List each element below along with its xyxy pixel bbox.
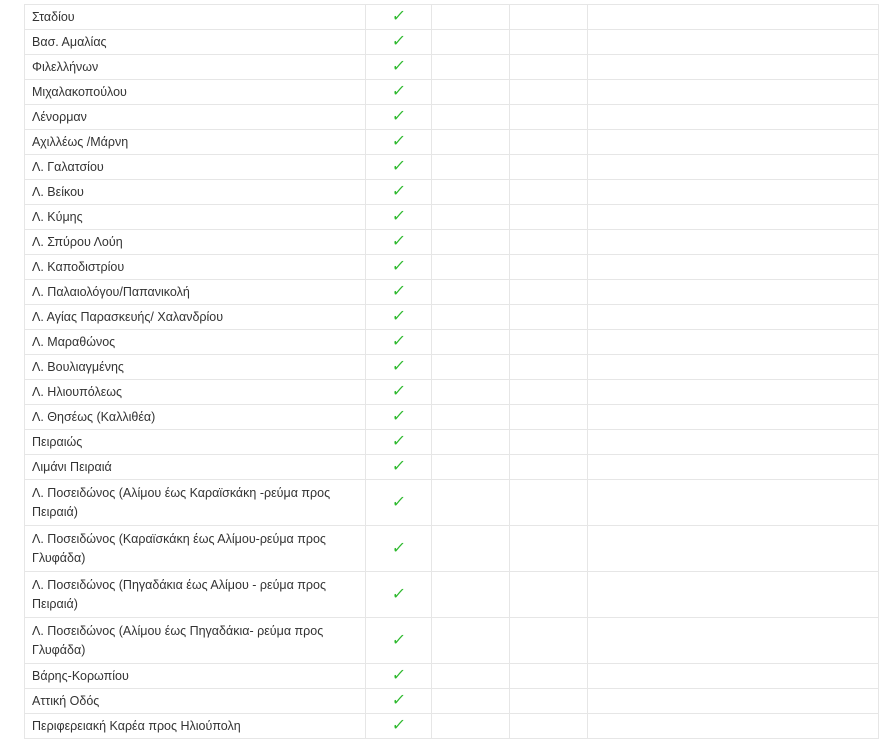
empty-cell [588,55,879,80]
empty-cell [432,689,510,714]
empty-cell [588,130,879,155]
empty-cell [432,5,510,30]
empty-cell [588,80,879,105]
status-cell [366,572,432,618]
road-name-cell: Λ. Ποσειδώνος (Πηγαδάκια έως Αλίμου - ρεύμα προς Πειραιά) [25,572,366,618]
empty-cell [432,80,510,105]
empty-cell [588,180,879,205]
table-row [25,30,879,55]
empty-cell [432,664,510,689]
check-icon: ✓ [390,458,407,475]
empty-cell [432,480,510,526]
check-icon: ✓ [390,258,407,275]
check-icon: ✓ [390,233,407,250]
table-row [25,255,879,280]
empty-cell [432,305,510,330]
table-row [25,455,879,480]
status-cell [366,455,432,480]
table-row [25,572,879,618]
table-row [25,55,879,80]
status-cell [366,105,432,130]
empty-cell [510,430,588,455]
table-row [25,130,879,155]
empty-cell [510,105,588,130]
empty-cell [510,618,588,664]
table-row [25,155,879,180]
empty-cell [432,714,510,739]
check-icon: ✓ [390,208,407,225]
empty-cell [510,255,588,280]
empty-cell [432,618,510,664]
empty-cell [432,155,510,180]
status-cell [366,618,432,664]
check-icon: ✓ [390,33,407,50]
check-icon: ✓ [390,433,407,450]
road-name-cell: Λ. Ποσειδώνος (Καραϊσκάκη έως Αλίμου-ρεύμα προς Γλυφάδα) [25,526,366,572]
status-cell [366,130,432,155]
status-cell [366,180,432,205]
table-row [25,714,879,739]
check-icon: ✓ [390,83,407,100]
empty-cell [510,5,588,30]
empty-cell [588,455,879,480]
empty-cell [432,526,510,572]
empty-cell [432,572,510,618]
check-icon: ✓ [390,717,407,734]
empty-cell [510,230,588,255]
road-name-cell: Λ. Βείκου [25,180,366,205]
table-row [25,380,879,405]
empty-cell [588,105,879,130]
empty-cell [510,30,588,55]
empty-cell [510,155,588,180]
empty-cell [588,526,879,572]
empty-cell [510,480,588,526]
status-cell [366,80,432,105]
check-icon: ✓ [390,183,407,200]
table-row [25,305,879,330]
road-name-cell: Πειραιώς [25,430,366,455]
road-name-cell: Περιφερειακή Καρέα προς Ηλιούπολη [25,714,366,739]
empty-cell [432,30,510,55]
status-cell [366,405,432,430]
check-icon: ✓ [390,692,407,709]
empty-cell [588,689,879,714]
table-row [25,355,879,380]
empty-cell [588,430,879,455]
status-cell [366,355,432,380]
status-cell [366,5,432,30]
empty-cell [588,664,879,689]
status-cell [366,330,432,355]
table-row [25,664,879,689]
table-row [25,689,879,714]
road-name-cell: Λ. Καποδιστρίου [25,255,366,280]
roads-table [24,4,879,739]
status-cell [366,280,432,305]
empty-cell [588,280,879,305]
check-icon: ✓ [390,585,407,603]
roads-table-body [25,5,879,739]
empty-cell [588,305,879,330]
check-icon: ✓ [390,539,407,557]
empty-cell [588,155,879,180]
road-name-cell: Λ. Γαλατσίου [25,155,366,180]
empty-cell [432,380,510,405]
status-cell [366,305,432,330]
check-icon: ✓ [390,667,407,684]
empty-cell [432,330,510,355]
empty-cell [588,618,879,664]
empty-cell [510,405,588,430]
empty-cell [432,230,510,255]
empty-cell [432,405,510,430]
empty-cell [432,105,510,130]
empty-cell [510,80,588,105]
road-name-cell: Αχιλλέως /Μάρνη [25,130,366,155]
empty-cell [432,280,510,305]
empty-cell [432,430,510,455]
empty-cell [588,330,879,355]
empty-cell [510,130,588,155]
empty-cell [588,572,879,618]
empty-cell [588,5,879,30]
empty-cell [510,572,588,618]
road-name-cell: Βασ. Αμαλίας [25,30,366,55]
table-row [25,330,879,355]
status-cell [366,689,432,714]
road-name-cell: Λ. Βουλιαγμένης [25,355,366,380]
empty-cell [432,255,510,280]
check-icon: ✓ [390,383,407,400]
check-icon: ✓ [390,158,407,175]
table-row [25,618,879,664]
check-icon: ✓ [390,133,407,150]
empty-cell [510,305,588,330]
empty-cell [510,280,588,305]
empty-cell [510,180,588,205]
road-name-cell: Μιχαλακοπούλου [25,80,366,105]
empty-cell [510,330,588,355]
road-name-cell: Λ. Κύμης [25,205,366,230]
status-cell [366,380,432,405]
road-name-cell: Λ. Παλαιολόγου/Παπανικολή [25,280,366,305]
table-row [25,526,879,572]
empty-cell [510,455,588,480]
empty-cell [432,355,510,380]
check-icon: ✓ [390,283,407,300]
table-row [25,80,879,105]
table-row [25,280,879,305]
empty-cell [588,380,879,405]
check-icon: ✓ [390,333,407,350]
empty-cell [588,205,879,230]
empty-cell [510,526,588,572]
table-row [25,230,879,255]
status-cell [366,664,432,689]
table-row [25,430,879,455]
empty-cell [510,689,588,714]
road-name-cell: Λ. Θησέως (Καλλιθέα) [25,405,366,430]
empty-cell [588,30,879,55]
check-icon: ✓ [390,108,407,125]
road-name-cell: Λ. Ηλιουπόλεως [25,380,366,405]
road-name-cell: Σταδίου [25,5,366,30]
status-cell [366,430,432,455]
empty-cell [588,355,879,380]
road-name-cell: Φιλελλήνων [25,55,366,80]
status-cell [366,30,432,55]
check-icon: ✓ [390,358,407,375]
road-name-cell: Λιμάνι Πειραιά [25,455,366,480]
status-cell [366,155,432,180]
empty-cell [510,55,588,80]
check-icon: ✓ [390,308,407,325]
empty-cell [588,714,879,739]
table-row [25,105,879,130]
status-cell [366,255,432,280]
road-name-cell: Λ. Αγίας Παρασκευής/ Χαλανδρίου [25,305,366,330]
road-name-cell: Λ. Ποσειδώνος (Αλίμου έως Πηγαδάκια- ρεύμα προς Γλυφάδα) [25,618,366,664]
status-cell [366,55,432,80]
table-row [25,5,879,30]
status-cell [366,526,432,572]
empty-cell [588,480,879,526]
status-cell [366,230,432,255]
empty-cell [432,180,510,205]
road-name-cell: Βάρης-Κορωπίου [25,664,366,689]
road-name-cell: Λ. Ποσειδώνος (Αλίμου έως Καραϊσκάκη -ρεύμα προς Πειραιά) [25,480,366,526]
check-icon: ✓ [390,8,407,25]
empty-cell [588,230,879,255]
empty-cell [510,205,588,230]
empty-cell [588,255,879,280]
empty-cell [432,205,510,230]
road-name-cell: Λ. Σπύρου Λούη [25,230,366,255]
status-cell [366,714,432,739]
road-name-cell: Αττική Οδός [25,689,366,714]
empty-cell [432,130,510,155]
table-row [25,205,879,230]
empty-cell [510,664,588,689]
empty-cell [510,355,588,380]
check-icon: ✓ [390,58,407,75]
empty-cell [510,380,588,405]
road-name-cell: Λ. Μαραθώνος [25,330,366,355]
empty-cell [510,714,588,739]
status-cell [366,205,432,230]
status-cell [366,480,432,526]
check-icon: ✓ [390,408,407,425]
empty-cell [588,405,879,430]
empty-cell [432,455,510,480]
check-icon: ✓ [390,493,407,511]
empty-cell [432,55,510,80]
table-row [25,480,879,526]
table-row [25,180,879,205]
road-name-cell: Λένορμαν [25,105,366,130]
table-row [25,405,879,430]
check-icon: ✓ [390,631,407,649]
